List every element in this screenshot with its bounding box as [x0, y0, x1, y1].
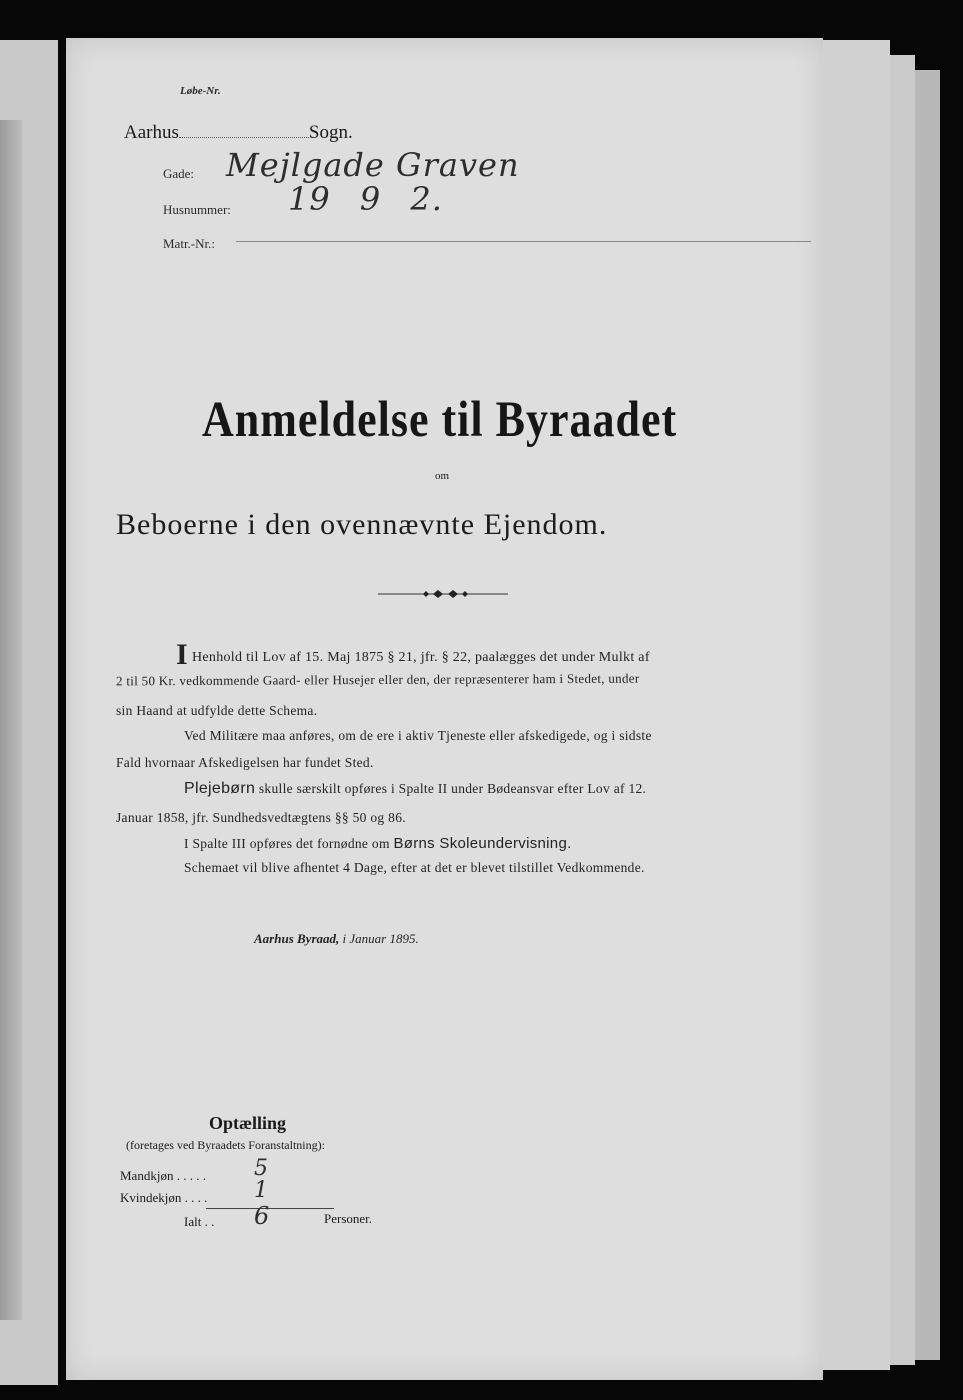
female-row: Kvindekjøn . . . .	[120, 1190, 208, 1205]
total-row: Ialt . .	[184, 1214, 215, 1229]
header-rule	[236, 241, 811, 242]
total-label: Ialt	[184, 1214, 202, 1229]
body-line-2: 2 til 50 Kr. vedkommende Gaard- eller Husejer eller den, der repræsenterer ham i Stedet, under	[115, 670, 640, 689]
plejeborn-emphasis: Plejebørn	[184, 780, 256, 797]
skoleundervisning-emphasis: Børns Skoleundervisning.	[393, 835, 572, 852]
body-line-1	[176, 638, 650, 672]
female-value: 1	[254, 1178, 269, 1203]
page-curl-shadow	[0, 120, 22, 1320]
body-line-6-text: skulle særskilt opføres i Spalte II under Bødeansvar efter Lov af 12.	[258, 781, 647, 796]
parish-line	[124, 122, 353, 144]
left-facing-page	[0, 40, 58, 1385]
female-label: Kvindekjøn	[120, 1190, 182, 1205]
parish-suffix: Sogn.	[308, 122, 353, 143]
male-label: Mandkjøn	[120, 1168, 174, 1183]
parish-blank	[179, 137, 309, 138]
husnummer-label: Husnummer:	[163, 202, 231, 217]
count-heading: Optælling	[209, 1113, 287, 1133]
gade-value: Mejlgade Graven	[226, 146, 520, 184]
body-line-4: Ved Militære maa anføres, om de ere i aktiv Tjeneste eller afskedigede, og i sidste	[184, 728, 652, 743]
body-line-5: Fald hvornaar Afskedigelsen har fundet Sted.	[116, 755, 374, 770]
signature-date: i Januar 1895.	[342, 931, 419, 946]
total-value: 6	[254, 1202, 271, 1230]
document-title: Anmeldelse til Byraadet	[202, 391, 678, 448]
body-line-9: Schemaet vil blive afhentet 4 Dage, efter at det er blevet tilstillet Vedkommende.	[184, 860, 645, 875]
drop-initial: I	[176, 638, 188, 671]
document-page	[66, 38, 823, 1380]
body-line-3: sin Haand at udfylde dette Schema.	[116, 703, 318, 718]
title-connector: om	[435, 470, 450, 482]
male-value: 5	[254, 1156, 269, 1181]
persons-label: Personer.	[324, 1211, 373, 1226]
parish-prefix: Aarhus	[124, 122, 179, 143]
ornament-divider	[378, 588, 508, 600]
body-line-8	[184, 835, 572, 852]
document-subtitle: Beboerne i den ovennævnte Ejendom.	[116, 508, 608, 541]
husnummer-value: 19 9 2.	[288, 180, 443, 218]
body-line-1-text: Henhold til Lov af 15. Maj 1875 § 21, jfr. § 22, paalægges det under Mulkt af	[191, 650, 650, 665]
gade-label: Gade:	[163, 166, 195, 181]
signature	[254, 931, 419, 947]
signature-issuer: Aarhus Byraad,	[254, 931, 340, 946]
body-line-7: Januar 1858, jfr. Sundhedsvedtægtens §§ 50 og 86.	[116, 810, 406, 825]
body-line-6	[184, 780, 646, 798]
count-subheading: (foretages ved Byraadets Foranstaltning):	[126, 1138, 325, 1152]
male-row: Mandkjøn . . . . .	[120, 1168, 206, 1183]
body-line-8-text: I Spalte III opføres det fornødne om	[184, 836, 390, 851]
matr-label: Matr.-Nr.:	[163, 236, 215, 251]
lobe-nr-label: Løbe-Nr.	[180, 85, 221, 97]
